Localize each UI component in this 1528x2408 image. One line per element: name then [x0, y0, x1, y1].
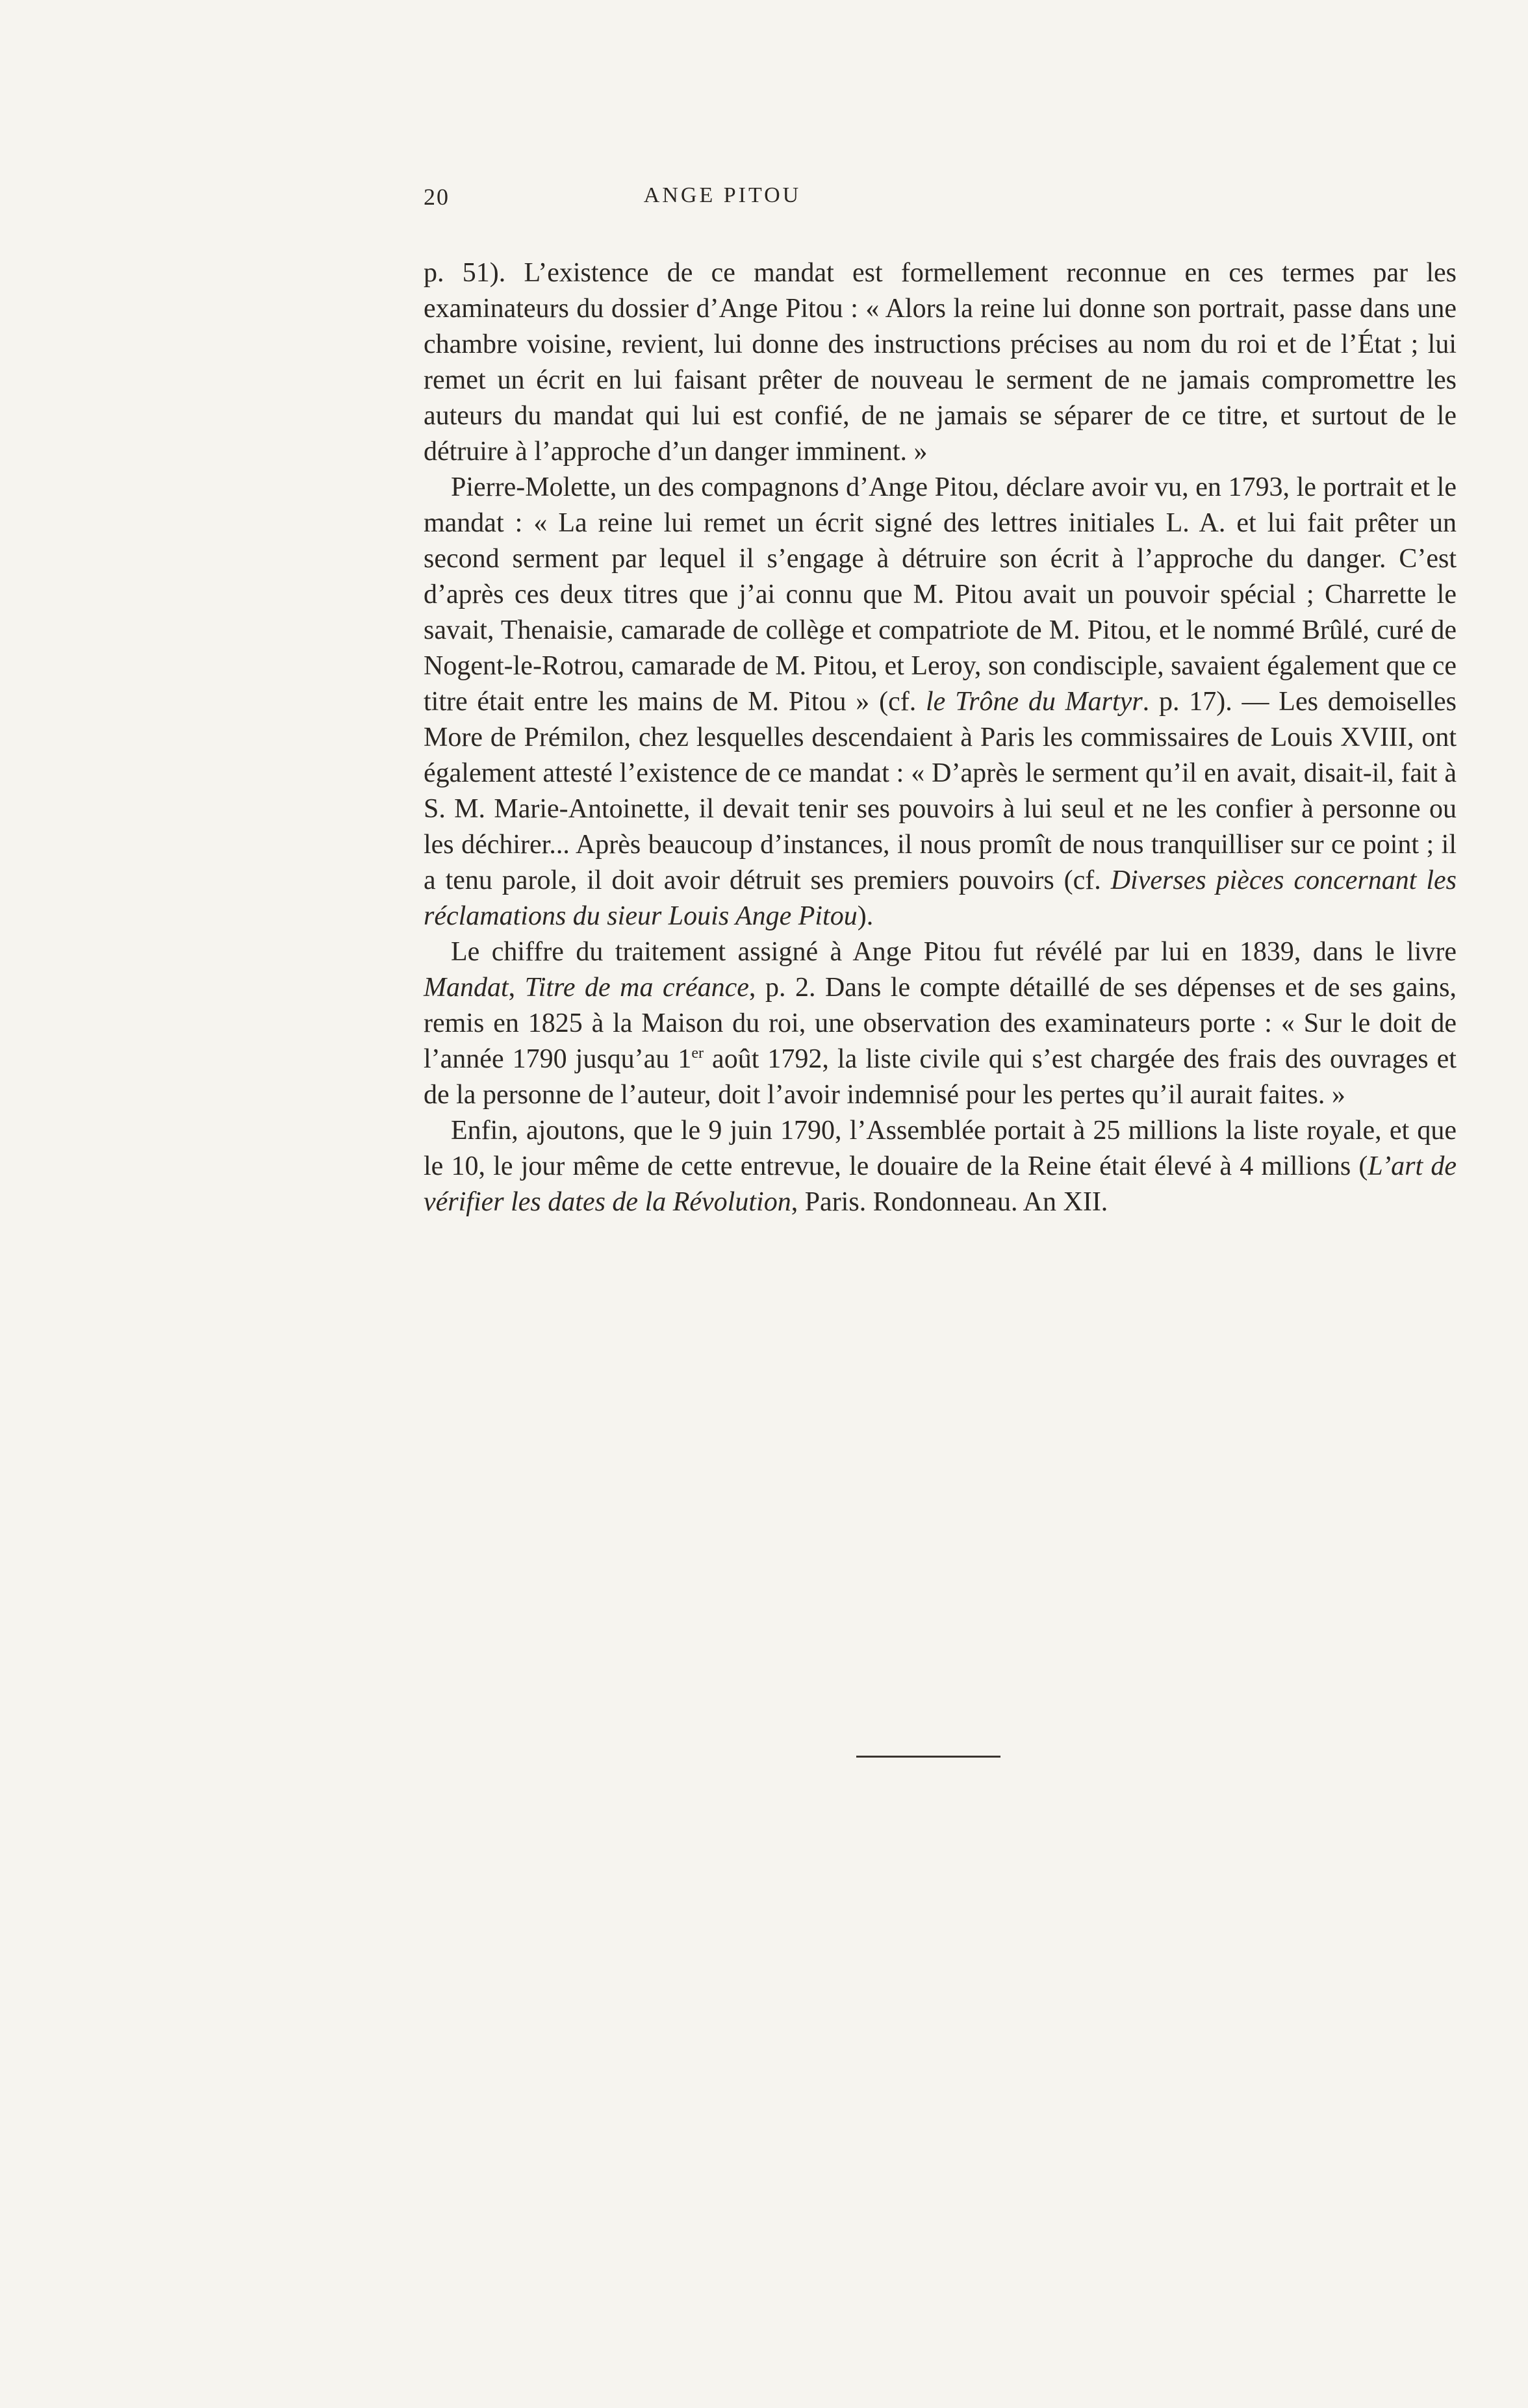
running-head [424, 183, 1021, 216]
text-run: Le chiffre du traitement assigné à Ange Pitou fut révélé par lui en 1839, dans le livre [451, 937, 1457, 967]
superscript: er [691, 1045, 704, 1062]
text-run: ). [857, 901, 874, 931]
text-run: Pierre-Molette, un des compagnons d’Ange Pitou, déclare avoir vu, en 1793, le portrait et le mandat : « La reine lui remet un écrit signé des lettres initiales L. A. et lui fait prêter un second serment par lequel il s’engage à détruire son écrit à l’approche du danger. C’est d’après ces deux titres que j’ai connu que M. Pitou avait un pouvoir spécial ; Charrette le savait, Thenaisie, camarade de collège et compatriote de M. Pitou, et le nommé Brûlé, curé de Nogent-le-Rotrou, camarade de M. Pitou, et Leroy, son condisciple, savaient également que ce titre était entre les mains de M. Pitou » (cf. [424, 472, 1457, 717]
text-run: . p. 17). — Les demoiselles More de Prémilon, chez lesquelles descendaient à Paris les commissaires de Louis XVIII, ont également attesté l’existence de ce mandat : « D’après le serment qu’il en avait, disait-il, fait à S. M. Marie-Antoinette, il devait tenir ses pouvoirs à lui seul et ne les confier à personne ou les déchirer... Après beaucoup d’instances, il nous promît de nous tranquilliser sur ce point ; il a tenu parole, il doit avoir détruit ses premiers pouvoirs (cf. [424, 687, 1457, 895]
body-text [424, 255, 1457, 1220]
paragraph [424, 470, 1457, 934]
text-run: p. 51). L’existence de ce mandat est formellement reconnue en ces termes par les examinateurs du dossier d’Ange Pitou : « Alors la reine lui donne son portrait, passe dans une chambre voisine, revient, lui donne des instructions précises au nom du roi et de l’État ; lui remet un écrit en lui faisant prêter de nouveau le serment de ne jamais compromettre les auteurs du mandat qui lui est confié, de ne jamais se séparer de ce titre, et surtout de le détruire à l’approche d’un danger imminent. » [424, 258, 1457, 467]
end-rule [856, 1756, 1000, 1758]
page-number: 20 [424, 184, 450, 210]
paragraph [424, 934, 1457, 1113]
text-run: , p. 2. Dans le compte détaillé de ses dépenses et de ses gains, remis en 1825 à la Maison du roi, une observation des examinateurs porte : « Sur le doit de l’année 1790 jusqu’au 1 [424, 973, 1457, 1074]
text-run: , Paris. Rondonneau. An XII. [791, 1187, 1108, 1217]
italic-title: Diverses pièces concernant les réclamations du sieur Louis Ange Pitou [424, 865, 1457, 931]
running-title: ANGE PITOU [643, 183, 802, 207]
text-run: , [508, 973, 525, 1003]
italic-title: le Trône du Martyr [925, 687, 1143, 717]
italic-title: Mandat [424, 973, 509, 1003]
text-run: août 1792, la liste civile qui s’est chargée des frais des ouvrages et de la personne de l’auteur, doit l’avoir indemnisé pour les pertes qu’il aurait faites. » [424, 1044, 1457, 1110]
text-run: Enfin, ajoutons, que le 9 juin 1790, l’Assemblée portait à 25 millions la liste royale, et que le 10, le jour même de cette entrevue, le douaire de la Reine était élevé à 4 millions ( [424, 1116, 1457, 1181]
paragraph [424, 255, 1457, 470]
italic-title: Titre de ma créance [524, 973, 749, 1003]
italic-title: L’art de vérifier les dates de la Révolution [424, 1151, 1457, 1217]
paragraph [424, 1113, 1457, 1220]
